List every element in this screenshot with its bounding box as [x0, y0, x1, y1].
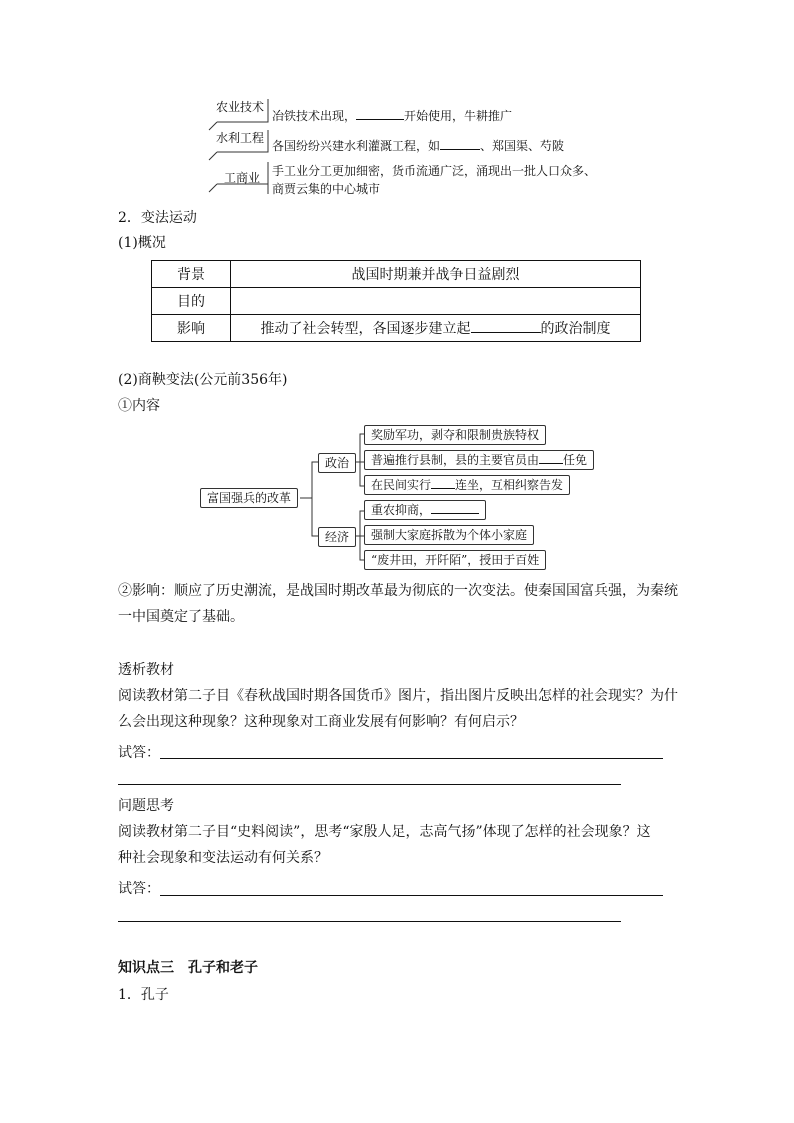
analysis-heading: 透析教材 — [118, 662, 174, 678]
commerce-line2: 商贾云集的中心城市 — [272, 182, 381, 196]
economy-blank[interactable] — [431, 501, 479, 514]
table-row — [152, 315, 641, 342]
section2-sub1: (1)概况 — [118, 235, 166, 251]
analysis-answer-line-2[interactable] — [118, 784, 621, 785]
politics-item-1: 奖励军功，剥夺和限制贵族特权 — [364, 425, 546, 445]
section3-item1: 1．孔子 — [118, 987, 169, 1003]
question-answer-line-1[interactable] — [160, 895, 663, 896]
economy-item-2: 强制大家庭拆散为个体小家庭 — [364, 525, 534, 545]
section2-sub2a: ①内容 — [118, 398, 160, 414]
section2-title: 2．变法运动 — [118, 210, 197, 226]
question-answer-label: 试答： — [118, 881, 160, 897]
impact-line2: 一中国奠定了基础。 — [118, 609, 244, 625]
analysis-line1: 阅读教材第二子目《春秋战国时期各国货币》图片，指出图片反映出怎样的社会现实？为什 — [118, 688, 678, 704]
row-label: 目的 — [152, 288, 231, 315]
question-line2: 种社会现象和变法运动有何关系？ — [118, 850, 328, 866]
question-answer-line-2[interactable] — [118, 921, 621, 922]
row-label: 背景 — [152, 261, 231, 288]
impact-line1: ②影响：顺应了历史潮流，是战国时期改革最为彻底的一次变法。使秦国国富兵强，为秦统 — [118, 583, 678, 599]
agri-blank[interactable] — [356, 105, 404, 120]
label-commerce: 工商业 — [224, 171, 261, 185]
impact-blank[interactable] — [471, 318, 541, 333]
water-text: 各国纷纷兴建水利灌溉工程，如 、郑国渠、芍陂 — [272, 135, 564, 154]
question-heading: 问题思考 — [118, 798, 174, 814]
analysis-answer-line-1[interactable] — [160, 758, 663, 759]
commerce-line1: 手工业分工更加细密，货币流通广泛，涌现出一批人口众多、 — [272, 164, 597, 178]
question-line1: 阅读教材第二子目“史料阅读”，思考“家殷人足，志高气扬”体现了怎样的社会现象？这 — [118, 824, 651, 840]
branch-economy: 经济 — [318, 527, 356, 547]
analysis-line2: 么会出现这种现象？这种现象对工商业发展有何影响？有何启示？ — [118, 714, 524, 730]
analysis-answer-label: 试答： — [118, 745, 160, 761]
diagram-root: 富国强兵的改革 — [200, 488, 298, 508]
section2-sub2: (2)商鞅变法(公元前356年) — [118, 372, 288, 388]
table-row — [152, 288, 641, 315]
water-blank[interactable] — [440, 135, 480, 150]
label-agri: 农业技术 — [216, 100, 265, 114]
politics-blank-1[interactable] — [539, 451, 563, 464]
politics-item-2: 普遍推行县制，县的主要官员由 任免 — [364, 450, 594, 470]
table-row — [152, 261, 641, 288]
row-label: 影响 — [152, 315, 231, 342]
row-value: 推动了社会转型，各国逐步建立起 的政治制度 — [231, 315, 641, 342]
politics-item-3: 在民间实行 连坐，互相纠察告发 — [364, 475, 570, 495]
row-value: 战国时期兼并战争日益剧烈 — [231, 261, 641, 288]
section3-heading: 知识点三 孔子和老子 — [118, 960, 258, 976]
row-value-empty[interactable] — [231, 288, 641, 315]
branch-politics: 政治 — [318, 453, 356, 473]
economy-item-3: “废井田，开阡陌”，授田于百姓 — [364, 550, 546, 570]
overview-table — [151, 260, 641, 342]
economy-item-1: 重农抑商， — [364, 500, 486, 520]
agri-text: 冶铁技术出现， 开始使用，牛耕推广 — [272, 105, 512, 124]
label-water: 水利工程 — [216, 131, 265, 145]
politics-blank-2[interactable] — [431, 476, 455, 489]
